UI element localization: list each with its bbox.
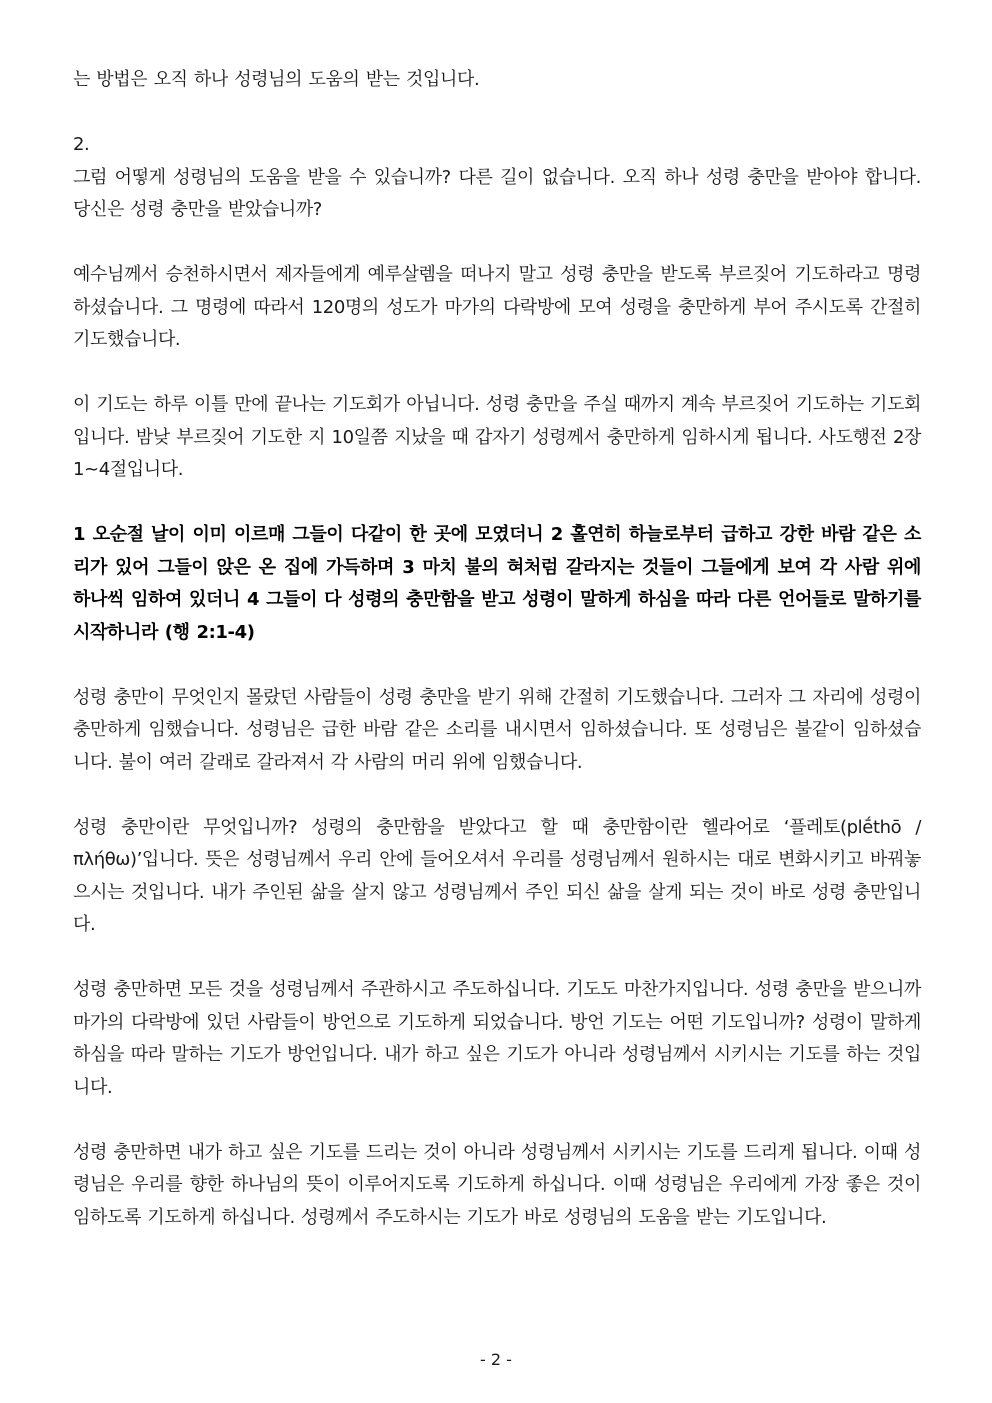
page-number: - 2 - bbox=[480, 1350, 512, 1369]
paragraph: 이 기도는 하루 이틀 만에 끝나는 기도회가 아닙니다. 성령 충만을 주실 때까지 계속 부르짖어 기도하는 기도회입니다. 밤낮 부르짖어 기도한 지 10일쯤 지났을 때 갑자기 성령께서 충만하게 임하시게 됩니다. 사도행전 2장 1~4절입니다. bbox=[73, 394, 921, 480]
paragraph: 그럼 어떻게 성령님의 도움을 받을 수 있습니까? 다른 길이 없습니다. 오직 하나 성령 충만을 받아야 합니다. 당신은 성령 충만을 받았습니까? bbox=[73, 166, 921, 220]
section-number: 2. bbox=[73, 134, 90, 155]
paragraph: 성령 충만하면 모든 것을 성령님께서 주관하시고 주도하십니다. 기도도 마찬가지입니다. 성령 충만을 받으니까 마가의 다락방에 있던 사람들이 방언으로 기도하게 되었습니다. 방언 기도는 어떤 기도입니까? 성령이 말하게 하심을 따라 말하는 기도가 방언입니다. 내가 하고 싶은 기도가 아니라 성령님께서 시키시는 기도를 하는 것입니다. bbox=[73, 979, 921, 1098]
paragraph: 성령 충만하면 내가 하고 싶은 기도를 드리는 것이 아니라 성령님께서 시키시는 기도를 드리게 됩니다. 이때 성령님은 우리를 향한 하나님의 뜻이 이루어지도록 기도하게 하십니다. 이때 성령님은 우리에게 가장 좋은 것이 임하도록 기도하게 하십니다. 성령께서 주도하시는 기도가 바로 성령님의 도움을 받는 기도입니다. bbox=[73, 1141, 921, 1228]
paragraph: 성령 충만이 무엇인지 몰랐던 사람들이 성령 충만을 받기 위해 간절히 기도했습니다. 그러자 그 자리에 성령이 충만하게 임했습니다. 성령님은 급한 바람 같은 소리를 내시면서 임하셨습니다. 또 성령님은 불같이 임하셨습니다. 불이 여러 갈래로 갈라져서 각 사람의 머리 위에 임했습니다. bbox=[73, 686, 921, 773]
paragraph-continuation: 는 방법은 오직 하나 성령님의 도움의 받는 것입니다. bbox=[73, 69, 480, 90]
scripture-quote: 1 오순절 날이 이미 이르매 그들이 다같이 한 곳에 모였더니 2 홀연히 하늘로부터 급하고 강한 바람 같은 소리가 있어 그들이 앉은 온 집에 가득하며 3 마치 불의 혀처럼 갈라지는 것들이 그들에게 보여 각 사람 위에 하나씩 임하여 있더니 4 그들이 다 성령의 충만함을 받고 성령이 말하게 하심을 따라 다른 언어들로 말하기를 시작하니라 (행 2:1-4) bbox=[73, 524, 921, 643]
paragraph: 예수님께서 승천하시면서 제자들에게 예루살렘을 떠나지 말고 성령 충만을 받도록 부르짖어 기도하라고 명령하셨습니다. 그 명령에 따라서 120명의 성도가 마가의 다락방에 모여 성령을 충만하게 부어 주시도록 간절히 기도했습니다. bbox=[73, 264, 921, 350]
page-body bbox=[73, 64, 921, 1267]
paragraph: 성령 충만이란 무엇입니까? 성령의 충만함을 받았다고 할 때 충만함이란 헬라어로 ‘플레토(plḗthō / πλήθω)’입니다. 뜻은 성령님께서 우리 안에 들어오셔서 우리를 성령님께서 원하시는 대로 변화시키고 바꿔놓으시는 것입니다. 내가 주인된 삶을 살지 않고 성령님께서 주인 되신 삶을 살게 되는 것이 바로 성령 충만입니다. bbox=[73, 816, 921, 935]
